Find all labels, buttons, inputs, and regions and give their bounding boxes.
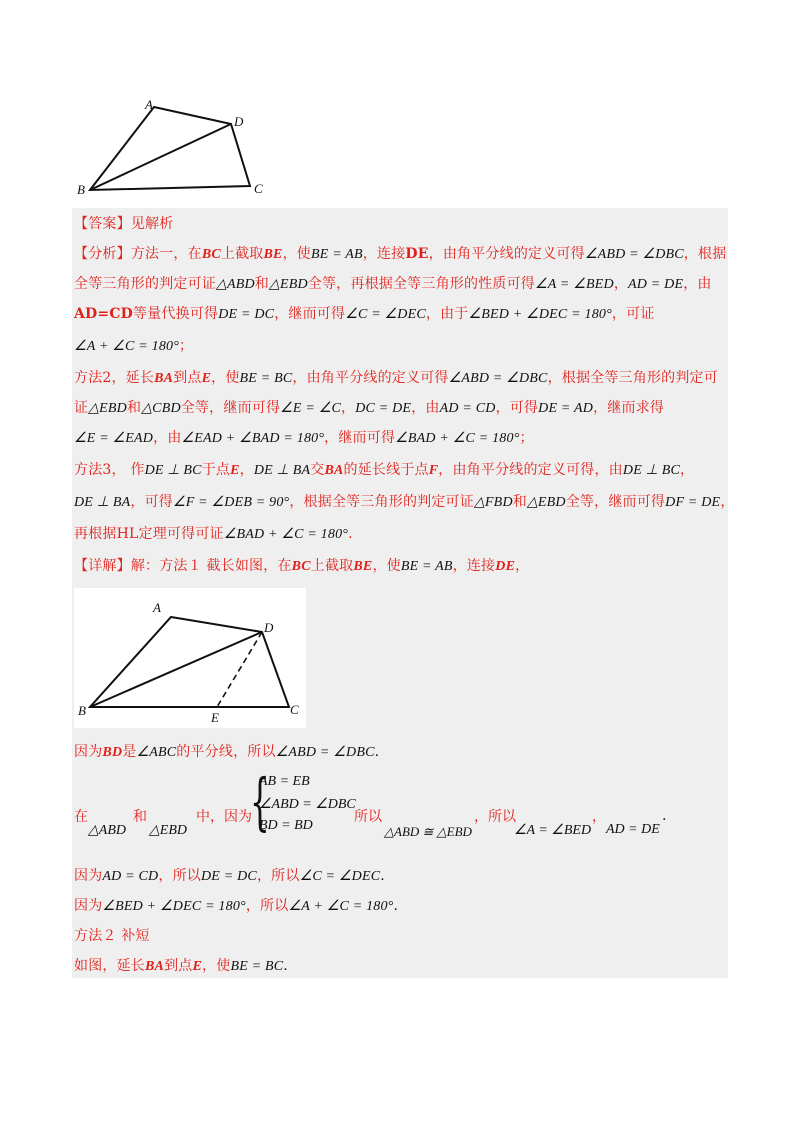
analysis-line-10: 再根据HL定理可得可证∠BAD + ∠C = 180°. bbox=[74, 526, 353, 542]
analysis-tag: 【分析】 bbox=[74, 246, 131, 262]
analysis-line-8: 方法3， 作DE ⊥ BC于点E，DE ⊥ BA交BA的延长线于点F，由角平分线的定义可得，由DE ⊥ BC， bbox=[74, 462, 695, 478]
detail-line-6: 方法２ 补短 bbox=[74, 928, 150, 944]
equation-system bbox=[250, 765, 360, 838]
label-c: C bbox=[254, 181, 263, 196]
figure-construction bbox=[74, 588, 306, 728]
diagonal2-bd bbox=[90, 632, 262, 707]
detail-line-7: 如图，延长BA到点E，使BE = BC. bbox=[74, 958, 288, 974]
detail-in: 在 bbox=[74, 809, 88, 825]
answer-tag: 【答案】 bbox=[74, 216, 131, 232]
label2-d: D bbox=[264, 620, 274, 635]
figure-quadrilateral-svg bbox=[74, 96, 274, 196]
tri-ebd: △EBD bbox=[149, 823, 187, 838]
system-row-1: AB = EB bbox=[259, 774, 310, 789]
analysis-line-6: 证△EBD和△CBD全等，继而可得∠E = ∠C，DC = DE，由AD = CD，可得DE = AD，继而求得 bbox=[74, 400, 665, 416]
detail-so-2: ，所以 bbox=[474, 809, 516, 825]
detail-comma: ， bbox=[592, 809, 606, 825]
figure-quadrilateral bbox=[74, 96, 274, 196]
equation-ad-de: AD = DE bbox=[606, 822, 660, 837]
detail-tag: 【详解】 bbox=[74, 558, 131, 574]
quad-outline bbox=[90, 107, 250, 190]
label2-e: E bbox=[211, 710, 219, 725]
tri-abd: △ABD bbox=[88, 823, 126, 838]
detail-so: 所以 bbox=[354, 809, 382, 825]
congruence: △ABD ≅ △EBD bbox=[384, 824, 472, 839]
answer-text: 见解析 bbox=[130, 216, 174, 232]
label2-b: B bbox=[78, 703, 86, 718]
label-a: A bbox=[145, 97, 153, 112]
analysis-line-5: 方法2，延长BA到点E，使BE = BC，由角平分线的定义可得∠ABD = ∠DBC，根据全等三角形的判定可 bbox=[74, 370, 718, 386]
detail-line-2: 因为BD是∠ABC的平分线，所以∠ABD = ∠DBC. bbox=[74, 744, 380, 760]
analysis-line-3: AD=CD等量代换可得DE = DC，继而可得∠C = ∠DEC，由于∠BED + ∠DEC = 180°，可证 bbox=[74, 306, 655, 322]
diagonal-bd bbox=[90, 124, 231, 190]
system-row-2: ∠ABD = ∠DBC bbox=[259, 797, 356, 812]
detail-period: . bbox=[662, 808, 667, 824]
label-d: D bbox=[234, 114, 244, 129]
detail-line-4: 因为AD = CD，所以DE = DC，所以∠C = ∠DEC. bbox=[74, 868, 385, 884]
dashed-de bbox=[217, 632, 262, 707]
analysis-line-2: 全等三角形的判定可证△ABD和△EBD全等，再根据全等三角形的性质可得∠A = ∠BED，AD = DE，由 bbox=[74, 276, 712, 292]
detail-line-1: 【详解】解：方法１ 截长如图，在BC上截取BE，使BE = AB，连接DE， bbox=[74, 558, 530, 574]
label2-a: A bbox=[153, 600, 161, 615]
equation-angle-a: ∠A = ∠BED bbox=[514, 823, 592, 838]
system-row-3: BD = BD bbox=[259, 818, 313, 833]
label2-c: C bbox=[290, 702, 299, 717]
analysis-line-1: 【分析】方法一，在BC上截取BE，使BE = AB，连接DE，由角平分线的定义可得∠ABD = ∠DBC，根据 bbox=[74, 246, 727, 262]
analysis-line-4: ∠A + ∠C = 180°； bbox=[74, 338, 194, 354]
analysis-line-9: DE ⊥ BA，可得∠F = ∠DEB = 90°，根据全等三角形的判定可证△FBD和△EBD全等，继而可得DF = DE， bbox=[74, 494, 735, 510]
label-b: B bbox=[77, 182, 85, 196]
detail-line-5: 因为∠BED + ∠DEC = 180°，所以∠A + ∠C = 180°. bbox=[74, 898, 399, 914]
answer-line bbox=[74, 214, 173, 234]
analysis-line-7: ∠E = ∠EAD，由∠EAD + ∠BAD = 180°，继而可得∠BAD + ∠C = 180°； bbox=[74, 430, 534, 446]
figure-construction-svg bbox=[74, 588, 306, 728]
detail-because: 中，因为 bbox=[196, 809, 252, 825]
system-brace: { bbox=[250, 765, 270, 838]
detail-and: 和 bbox=[133, 809, 147, 825]
